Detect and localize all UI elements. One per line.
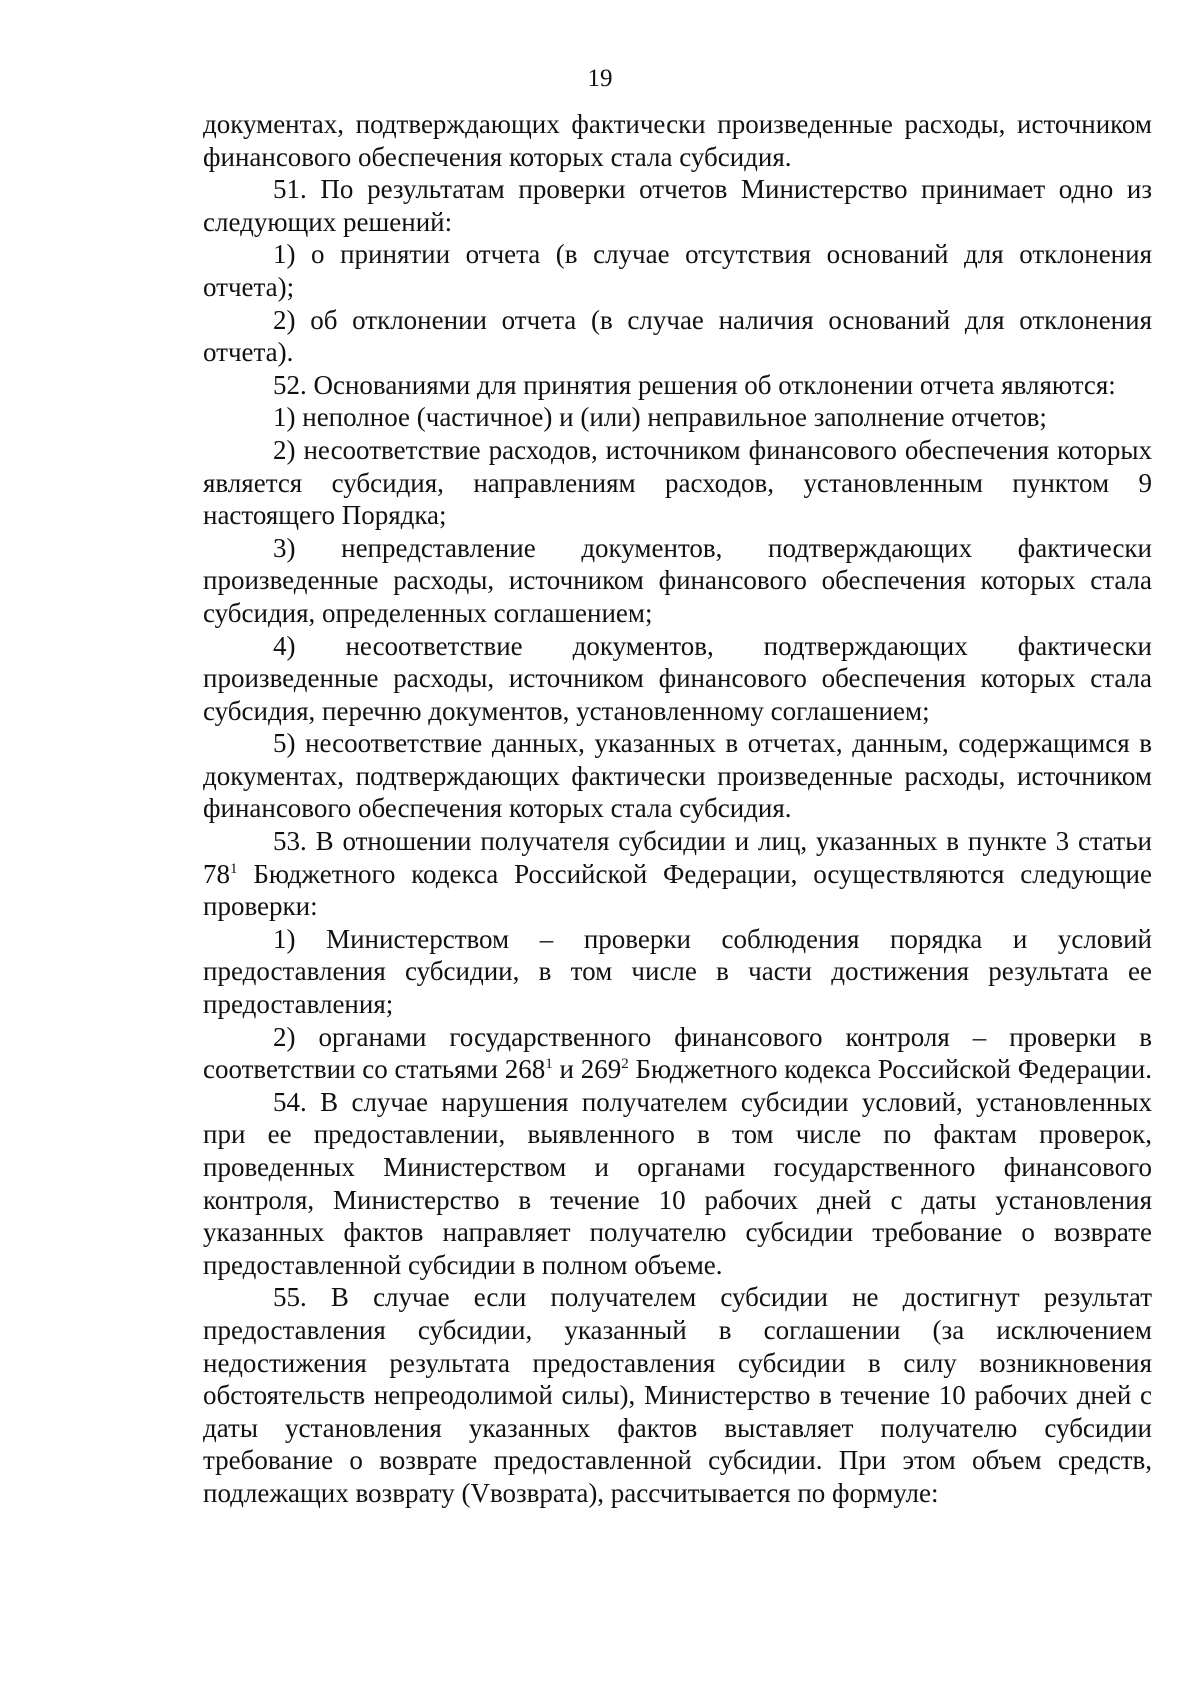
paragraph-53-item-1: 1) Министерством – проверки соблюдения порядка и условий предоставления субсидии, в том числе в части достижения результата ее предоставления; — [203, 923, 1152, 1020]
paragraph-52-item-3: 3) непредставление документов, подтверждающих фактически произведенные расходы, источником финансового обеспечения которых стала субсидия, определенных соглашением; — [203, 532, 1152, 628]
page-number: 19 — [587, 65, 613, 92]
paragraph-52-item-4: 4) несоответствие документов, подтверждающих фактически произведенные расходы, источником финансового обеспечения которых стала субсидия, перечню документов, установленному соглашением; — [203, 630, 1152, 726]
paragraph-55: 55. В случае если получателем субсидии не достигнут результат предоставления субсидии, указанный в соглашении (за исключением недостижения результата предоставления субсидии в силу возникновения обстоятельств непреодолимой силы), Министерство в течение 10 рабочих дней с даты установления указанных фактов выставляет получателю субсидии требование о возврате предоставленной субсидии. При этом объем средств, подлежащих возврату (Vвозврата), рассчитывается по формуле: — [203, 1282, 1152, 1508]
paragraph-51-item-2: 2) об отклонении отчета (в случае наличия оснований для отклонения отчета). — [203, 304, 1152, 368]
paragraph-54: 54. В случае нарушения получателем субсидии условий, установленных при ее предоставлении, выявленного в том числе по фактам проверок, проведенных Министерством и органами государственного финансового контроля, Министерство в течение 10 рабочих дней с даты установления указанных фактов направляет получателю субсидии требование о возврате предоставленной субсидии в полном объеме. — [203, 1086, 1152, 1280]
paragraph-52: 52. Основаниями для принятия решения об отклонении отчета являются: — [273, 369, 1116, 400]
superscript-1: 1 — [230, 860, 238, 877]
paragraph-51: 51. По результатам проверки отчетов Министерство принимает одно из следующих решений: — [203, 174, 1152, 237]
paragraph-52-item-5: 5) несоответствие данных, указанных в отчетах, данным, содержащимся в документах, подтверждающих фактически произведенные расходы, источником финансового обеспечения которых стала субсидия. — [203, 728, 1152, 824]
paragraph-53 — [203, 825, 1152, 923]
paragraph-52-item-2: 2) несоответствие расходов, источником финансового обеспечения которых является субсидия, направлениям расходов, установленным пунктом 9 настоящего Порядка; — [203, 434, 1152, 531]
superscript-2: 2 — [621, 1056, 629, 1073]
paragraph-53-item-2-text-2: и 269 — [552, 1054, 622, 1085]
paragraph-53-text-1: 53. В отношении получателя субсидии и лиц, указанных в пункте 3 статьи 78 — [203, 826, 1152, 889]
paragraph-continuation: документах, подтверждающих фактически произведенные расходы, источником финансового обеспечения которых стала субсидия. — [203, 109, 1152, 172]
paragraph-53-item-2 — [203, 1021, 1152, 1086]
superscript-1: 1 — [545, 1056, 553, 1073]
paragraph-52-item-1: 1) неполное (частичное) и (или) неправильное заполнение отчетов; — [273, 402, 1047, 433]
paragraph-51-item-1: 1) о принятии отчета (в случае отсутствия оснований для отклонения отчета); — [203, 239, 1152, 302]
paragraph-53-item-2-text-1: 2) органами государственного финансового контроля – проверки в соответствии со статьями 268 — [203, 1021, 1152, 1085]
document-body — [203, 108, 1152, 1510]
paragraph-53-text-2: Бюджетного кодекса Российской Федерации, осуществляются следующие проверки: — [203, 858, 1152, 922]
paragraph-53-item-2-text-3: Бюджетного кодекса Российской Федерации. — [628, 1054, 1152, 1085]
